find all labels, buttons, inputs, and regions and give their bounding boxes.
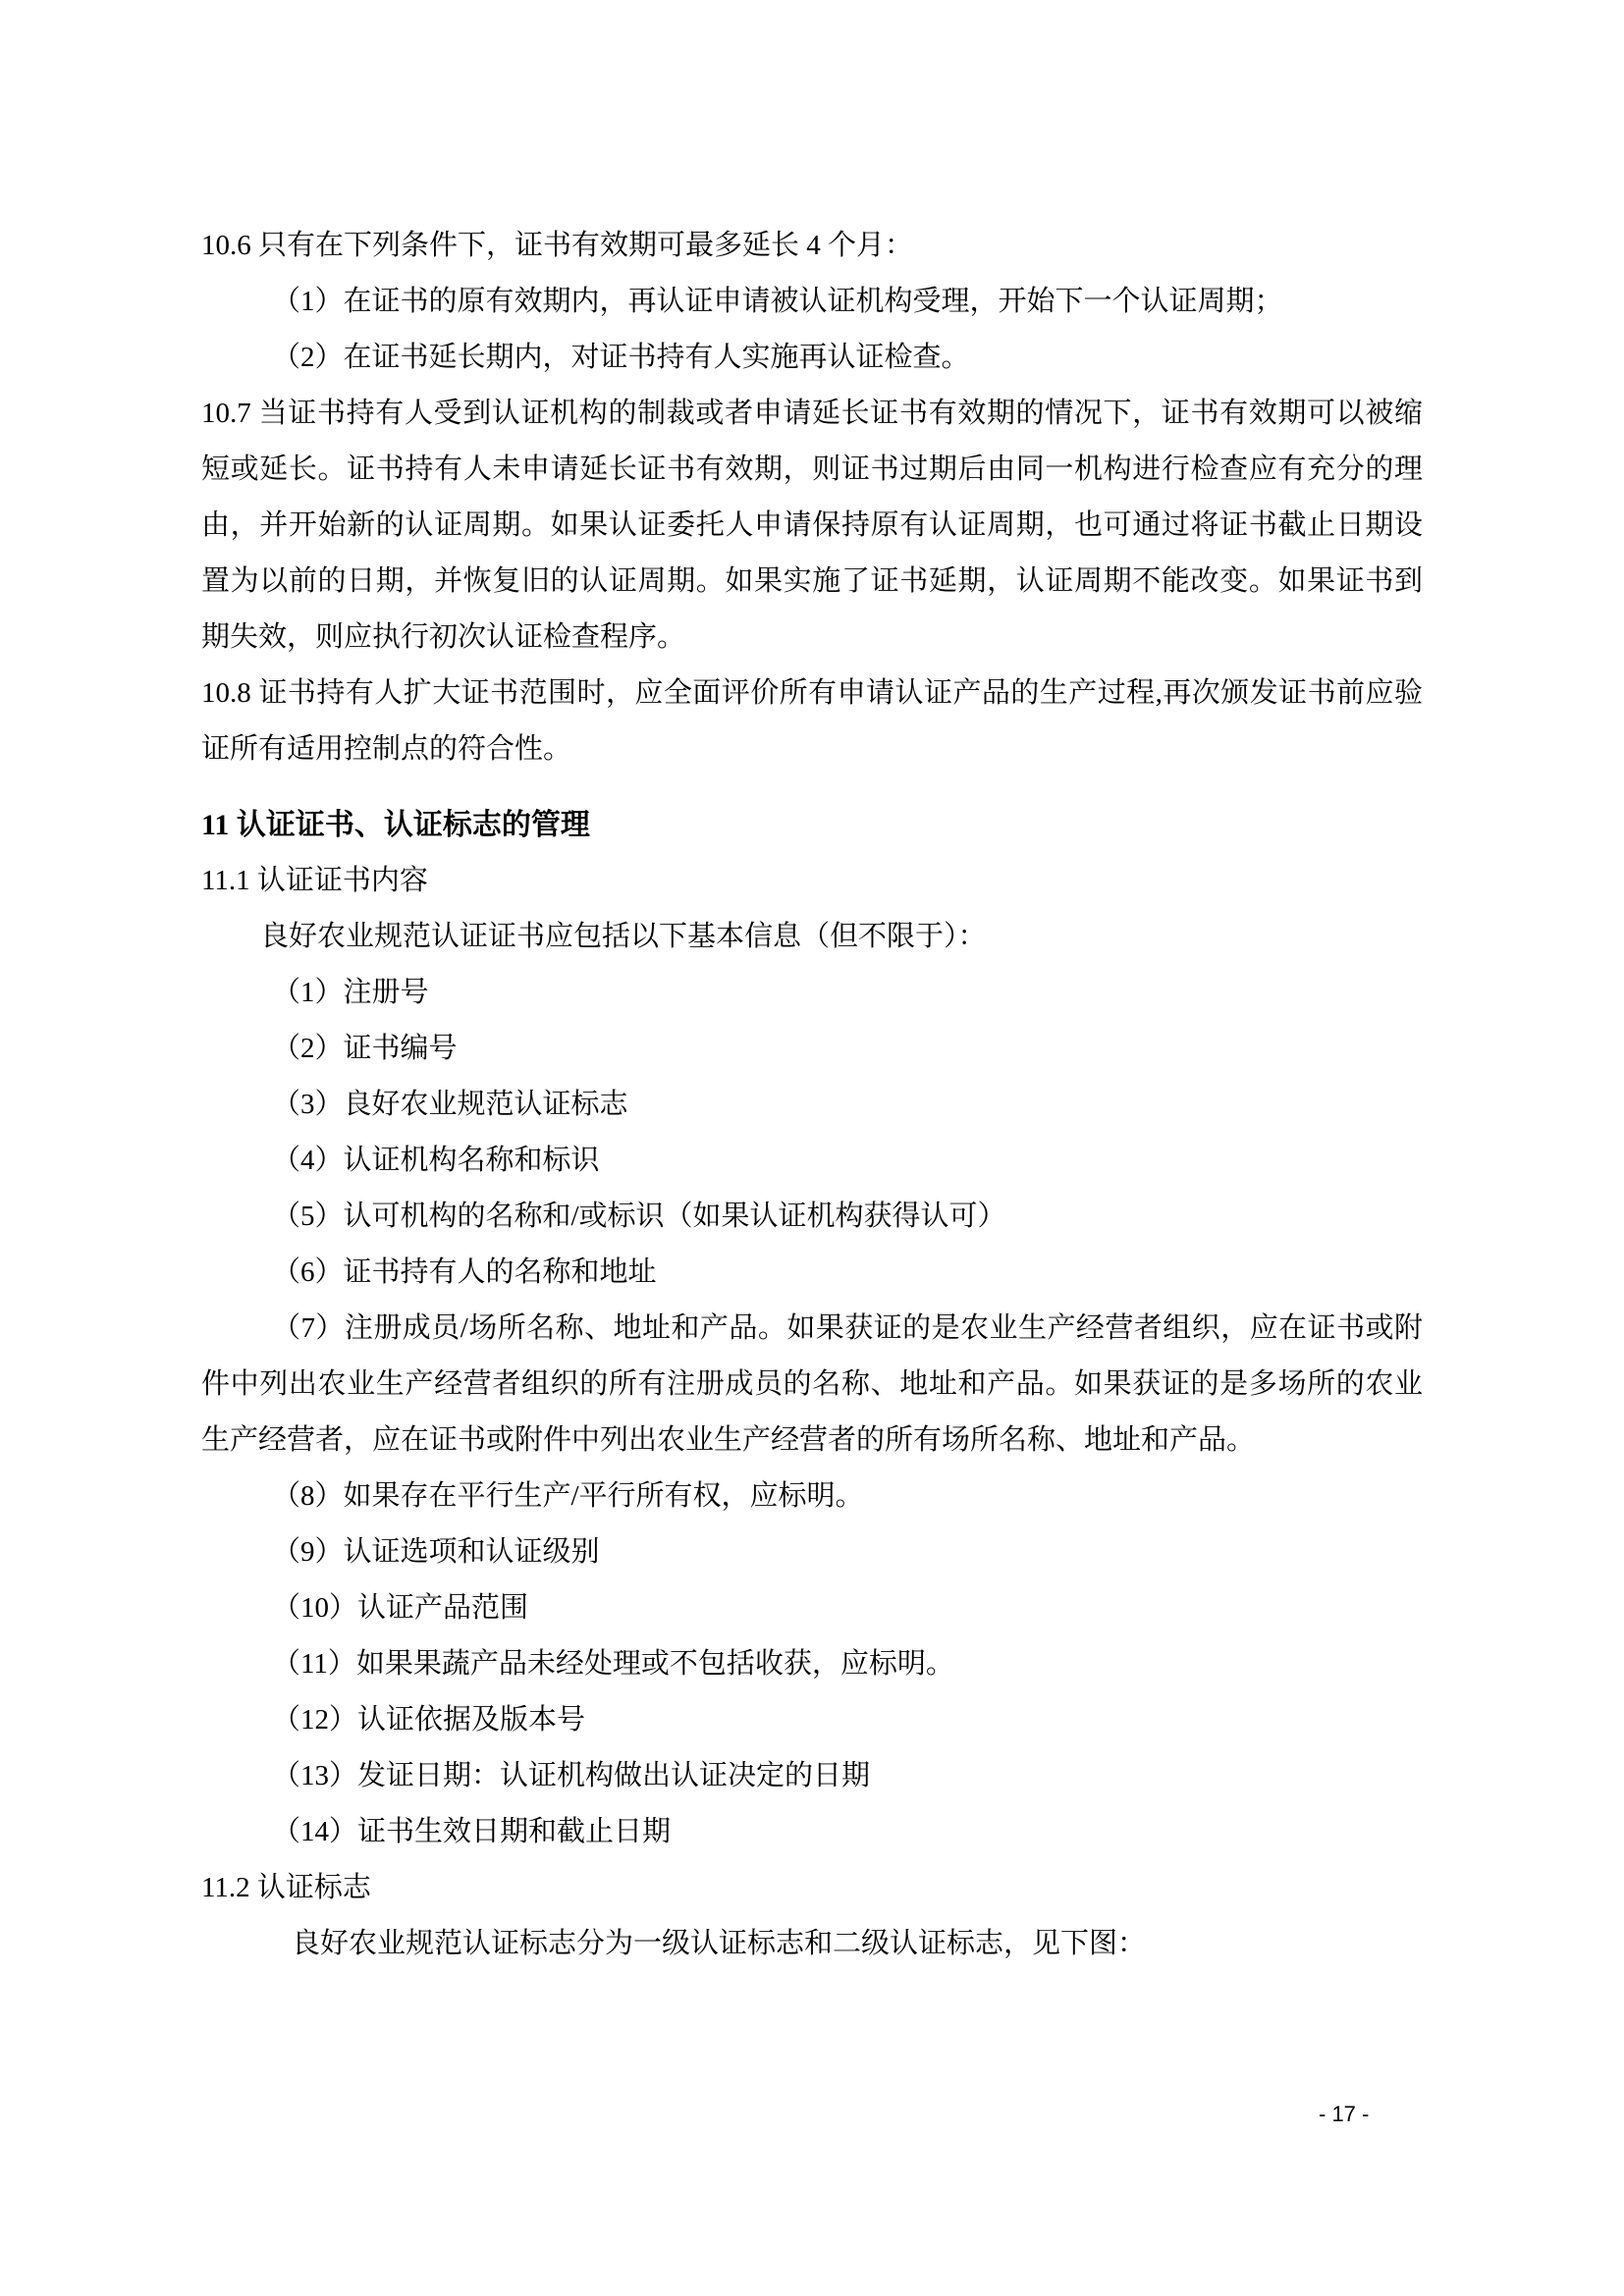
list-item-10-6-1: （1）在证书的原有效期内，再认证申请被认证机构受理，开始下一个认证周期； — [272, 286, 1283, 317]
paragraph-10-8: 10.8 证书持有人扩大证书范围时，应全面评价所有申请认证产品的生产过程,再次颁发证书前应验证所有适用控制点的符合性。 — [201, 677, 1423, 765]
list-item-10-6-2: （2）在证书延长期内，对证书持有人实施再认证检查。 — [272, 342, 970, 373]
list-item-11: （11）如果果蔬产品未经处理或不包括收获，应标明。 — [272, 1648, 954, 1680]
section-heading-11: 11 认证证书、认证标志的管理 — [201, 809, 590, 841]
list-item-9: （9）认证选项和认证级别 — [272, 1536, 600, 1568]
list-item-5: （5）认可机构的名称和/或标识（如果认证机构获得认可） — [272, 1201, 1006, 1232]
paragraph-10-6: 10.6 只有在下列条件下，证书有效期可最多延长 4 个月： — [201, 230, 914, 261]
list-item-6: （6）证书持有人的名称和地址 — [272, 1256, 657, 1288]
list-item-7: （7）注册成员/场所名称、地址和产品。如果获证的是农业生产经营者组织，应在证书或附件中列出农业生产经营者组织的所有注册成员的名称、地址和产品。如果获证的是多场所的农业生产经营者，应在证书或附件中列出农业生产经营者的所有场所名称、地址和产品。 — [201, 1312, 1423, 1456]
paragraph-11-1: 11.1 认证证书内容 — [201, 865, 428, 896]
paragraph-11-2: 11.2 认证标志 — [201, 1872, 371, 1903]
list-item-2: （2）证书编号 — [272, 1033, 458, 1064]
list-item-14: （14）证书生效日期和截止日期 — [272, 1816, 672, 1847]
list-item-13: （13）发证日期：认证机构做出认证决定的日期 — [272, 1760, 871, 1791]
list-item-8: （8）如果存在平行生产/平行所有权，应标明。 — [272, 1480, 864, 1512]
list-item-10: （10）认证产品范围 — [272, 1592, 529, 1624]
document-body — [201, 218, 1423, 1972]
list-item-12: （12）认证依据及版本号 — [272, 1704, 586, 1735]
paragraph-10-7: 10.7 当证书持有人受到认证机构的制裁或者申请延长证书有效期的情况下，证书有效期可以被缩短或延长。证书持有人未申请延长证书有效期，则证书过期后由同一机构进行检查应有充分的理由，并开始新的认证周期。如果认证委托人申请保持原有认证周期，也可通过将证书截止日期设置为以前的日期，并恢复旧的认证周期。如果实施了证书延期，认证周期不能改变。如果证书到期失效，则应执行初次认证检查程序。 — [201, 398, 1423, 653]
list-item-3: （3）良好农业规范认证标志 — [272, 1089, 628, 1120]
paragraph-11-2-intro: 良好农业规范认证标志分为一级认证标志和二级认证标志，见下图： — [292, 1928, 1147, 1959]
list-item-1: （1）注册号 — [272, 977, 429, 1008]
footer-page-number: - 17 - — [1319, 2102, 1370, 2126]
paragraph-11-1-intro: 良好农业规范认证证书应包括以下基本信息（但不限于）： — [260, 921, 987, 952]
list-item-4: （4）认证机构名称和标识 — [272, 1145, 600, 1176]
